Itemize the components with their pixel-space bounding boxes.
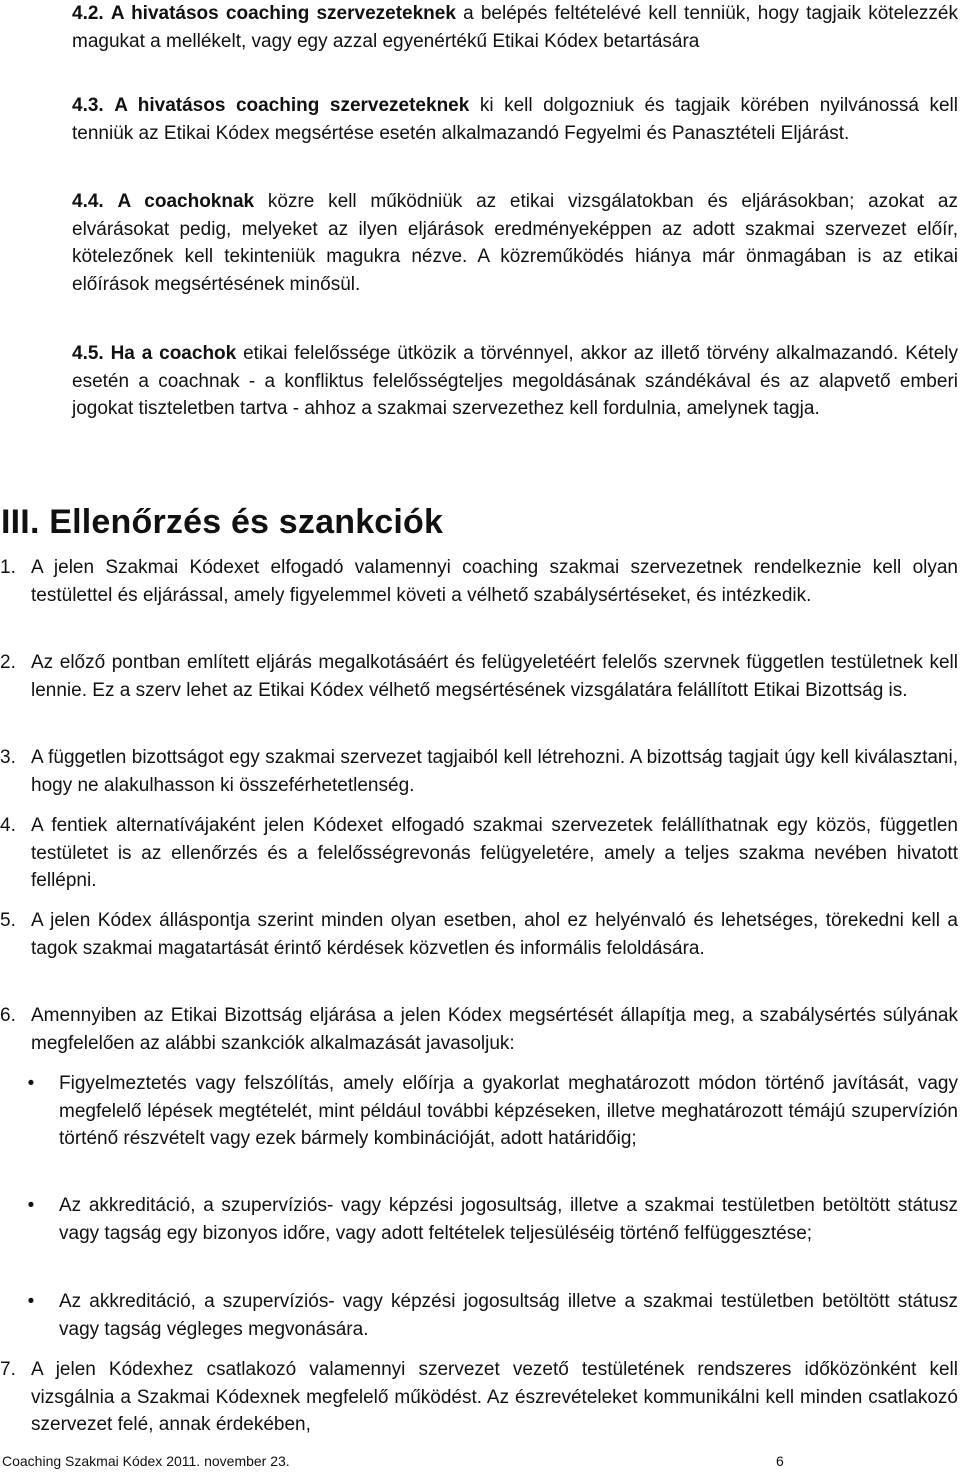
paragraph-4-4	[72, 188, 958, 298]
bullet-icon: •	[27, 1291, 35, 1312]
bullet-icon: •	[27, 1073, 35, 1094]
paragraph-4-2	[72, 0, 958, 55]
section-text: ki kell dolgozniuk és tagjaik körében nyilvánossá kell tenniük az Etikai Kódex megsértése esetén alkalmazandó Fegyelmi és Panasztételi Eljárást.	[72, 95, 959, 144]
item-text: A fentiek alternatívájaként jelen Kódexet elfogadó szakmai szervezetek felállíthatnak egy közös, független testületet is az ellenőrzés és a felelősségrevonás felügyeletére, amely a teljes szakma nevében hivatott fellépni.	[31, 815, 958, 891]
item-text: A jelen Kódex álláspontja szerint minden olyan esetben, ahol ez helyénvaló és lehetséges, törekedni kell a tagok szakmai magatartását érintő kérdések közvetlen és informális feloldására.	[31, 910, 958, 959]
paragraph-4-3	[72, 92, 958, 147]
section-number: 4.5.	[72, 343, 104, 364]
section-text: etikai felelőssége ütközik a törvénnyel, akkor az illető törvény alkalmazandó. Kétely esetén a coachnak - a konfliktus felelősségteljes megoldásának szándékával és az alapvető emberi jogokat tiszteletben tartva - ahhoz a szakmai szervezethez kell fordulnia, amelynek tagja.	[72, 343, 958, 419]
bullet-item-3	[0, 1288, 958, 1343]
list-item-1	[0, 554, 958, 609]
page-footer: Coaching Szakmai Kódex 2011. november 23.	[2, 1453, 290, 1469]
item-text: Amennyiben az Etikai Bizottság eljárása a jelen Kódex megsértését állapítja meg, a szabálysértés súlyának megfelelően az alábbi szankciók alkalmazását javasoljuk:	[31, 1005, 958, 1054]
section-heading: III. Ellenőrzés és szankciók	[1, 503, 444, 541]
list-item-7	[0, 1356, 958, 1439]
bullet-item-1	[0, 1070, 958, 1153]
list-item-5	[0, 907, 958, 962]
item-number: 5.	[0, 910, 16, 931]
item-text: A független bizottságot egy szakmai szervezet tagjaiból kell létrehozni. A bizottság tagjait úgy kell kiválasztani, hogy ne alakulhasson ki összeférhetetlenség.	[31, 747, 958, 796]
item-text: A jelen Szakmai Kódexet elfogadó valamennyi coaching szakmai szervezetnek rendelkeznie kell olyan testülettel és eljárással, amely figyelemmel követi a vélhető szabálysértéseket, és intézkedik.	[31, 557, 958, 606]
section-lead: A hivatásos coaching szervezeteknek	[110, 3, 456, 24]
section-lead: Ha a coachok	[110, 343, 237, 364]
page-number: 6	[776, 1453, 784, 1469]
section-text: közre kell működniük az etikai vizsgálatokban és eljárásokban; azokat az elvárásokat pedig, melyeket az ilyen eljárások eredményeképpen az adott szakmai szervezet előír, kötelezőnek kell tekinteniük magukra nézve. A közreműködés hiánya már önmagában is az etikai előírások megsértésének minősül.	[72, 191, 958, 295]
section-number: 4.2.	[72, 3, 104, 24]
bullet-text: Figyelmeztetés vagy felszólítás, amely előírja a gyakorlat meghatározott módon történő javítását, vagy megfelelő lépések megtételét, mint például további képzéseken, illetve meghatározott témájú szupervízión történő részvételt vagy ezek bármely kombinációját, adott határidőig;	[59, 1073, 958, 1149]
item-text: Az előző pontban említett eljárás megalkotásáért és felügyeletéért felelős szervnek független testületnek kell lennie. Ez a szerv lehet az Etikai Kódex vélhető megsértésének vizsgálatára felállított Etikai Bizottság is.	[31, 652, 958, 701]
paragraph-4-5	[72, 340, 958, 423]
item-number: 2.	[0, 652, 16, 673]
section-lead: A hivatásos coaching szervezeteknek	[114, 95, 470, 116]
item-number: 1.	[0, 557, 16, 578]
section-number: 4.4.	[72, 191, 104, 212]
item-text: A jelen Kódexhez csatlakozó valamennyi szervezet vezető testületének rendszeres időközönként kell vizsgálnia a Szakmai Kódexnek megfelelő működést. Az észrevételeket kommunikálni kell minden csatlakozó szervezet felé, annak érdekében,	[31, 1359, 958, 1435]
section-text: a belépés feltételévé kell tenniük, hogy tagjaik kötelezzék magukat a mellékelt, vagy egy azzal egyenértékű Etikai Kódex betartására	[72, 3, 959, 52]
item-number: 6.	[0, 1005, 16, 1026]
section-lead: A coachoknak	[117, 191, 255, 212]
bullet-item-2	[0, 1192, 958, 1247]
list-item-3	[0, 744, 958, 799]
section-number: 4.3.	[72, 95, 104, 116]
list-item-6	[0, 1002, 958, 1057]
item-number: 7.	[0, 1359, 16, 1380]
item-number: 4.	[0, 815, 16, 836]
bullet-text: Az akkreditáció, a szupervíziós- vagy képzési jogosultság illetve a szakmai testületben betöltött státusz vagy tagság végleges megvonására.	[59, 1291, 958, 1340]
bullet-text: Az akkreditáció, a szupervíziós- vagy képzési jogosultság, illetve a szakmai testületben betöltött státusz vagy tagság egy bizonyos időre, vagy adott feltételek teljesüléséig történő felfüggesztése;	[59, 1195, 958, 1244]
list-item-4	[0, 812, 958, 895]
list-item-2	[0, 649, 958, 704]
item-number: 3.	[0, 747, 16, 768]
bullet-icon: •	[27, 1195, 35, 1216]
